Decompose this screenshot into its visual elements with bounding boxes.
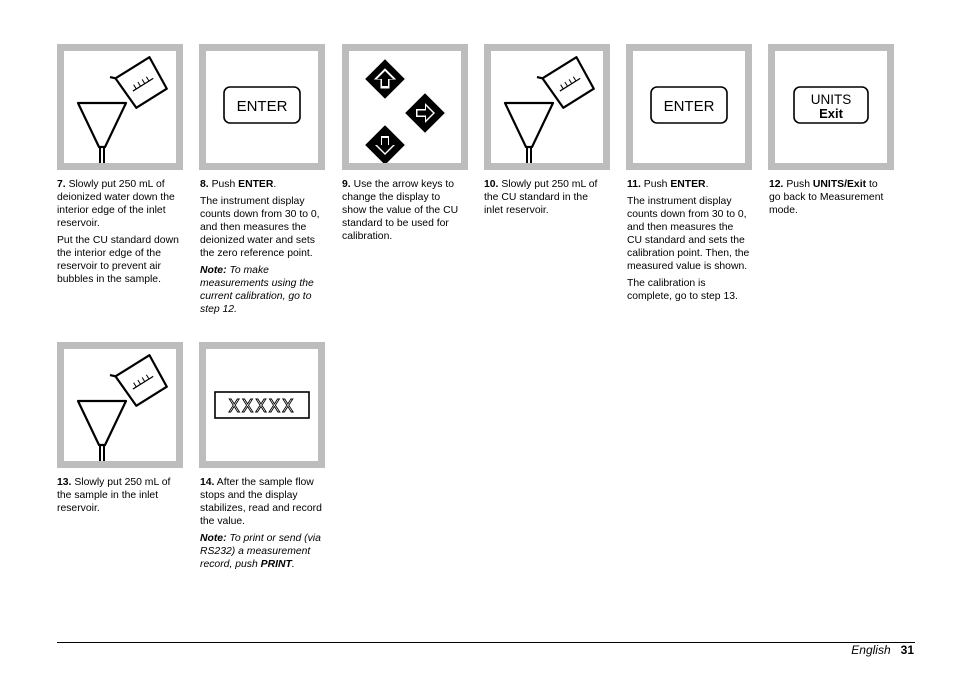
step-8-illustration: [199, 44, 325, 170]
key-name: PRINT: [260, 559, 292, 570]
step-number: 14.: [200, 477, 215, 488]
step-11-illustration: [626, 44, 752, 170]
step-number: 13.: [57, 477, 72, 488]
key-label: ENTER: [236, 98, 288, 115]
step-text: Slowly put 250 mL of the sample in the inlet reservoir.: [57, 477, 171, 514]
arrow-keys-icon: [349, 51, 461, 163]
note-text: .: [291, 559, 295, 570]
step-number: 7.: [57, 179, 66, 190]
step-number: 12.: [769, 179, 784, 190]
step-number: 10.: [484, 179, 499, 190]
step-text: Slowly put 250 mL of deionized water down the interior edge of the inlet reservoir.: [57, 179, 175, 229]
step-7-caption: [57, 178, 181, 290]
step-text: .: [705, 179, 709, 190]
step-8-caption: [200, 178, 324, 320]
step-text: .: [273, 179, 277, 190]
step-10-caption: [484, 178, 608, 221]
key-label-top: UNITS: [810, 92, 852, 107]
note-label: Note:: [200, 265, 227, 276]
key-name: ENTER: [670, 179, 706, 190]
step-9-illustration: [342, 44, 468, 170]
footer-language: English: [851, 643, 891, 657]
step-text: After the sample flow stops and the display stabilizes, read and record the value.: [200, 477, 322, 527]
display-readout: XXXXX: [228, 396, 296, 418]
step-text: Use the arrow keys to change the display to show the value of the CU standard to be used for calibration.: [342, 179, 459, 242]
up-arrow-key-icon: [365, 59, 405, 99]
note-text: To make measurements using the current calibration, go to step 12.: [200, 265, 314, 315]
step-text: Slowly put 250 mL of the CU standard in the inlet reservoir.: [484, 179, 598, 216]
key-name: UNITS/Exit: [812, 179, 867, 190]
footer-rule: [57, 642, 915, 643]
down-arrow-key-icon: [365, 125, 405, 163]
step-text: Push: [786, 179, 811, 190]
right-arrow-key-icon: [405, 93, 445, 133]
note-label: Note:: [200, 533, 227, 544]
step-10-illustration: [484, 44, 610, 170]
units-exit-key-icon: [775, 51, 887, 163]
enter-key-icon: [633, 51, 745, 163]
step-number: 11.: [627, 179, 641, 190]
beaker-pour-icon: [64, 349, 176, 461]
step-text: Push: [643, 179, 668, 190]
step-12-caption: [769, 178, 887, 221]
display-xxxxx-icon: [206, 349, 318, 461]
step-text: The instrument display counts down from 30 to 0, and then measures the CU standard and sets the calibration point. Then, the measured value is shown.: [627, 196, 750, 272]
key-label-bottom: Exit: [819, 106, 843, 121]
step-9-caption: [342, 178, 466, 247]
step-text: The calibration is complete, go to step 13.: [627, 278, 738, 302]
beaker-pour-icon: [491, 51, 603, 163]
step-7-illustration: [57, 44, 183, 170]
key-name: ENTER: [238, 179, 274, 190]
key-label: ENTER: [663, 98, 715, 115]
step-text: Push: [211, 179, 236, 190]
page-footer: [851, 643, 914, 657]
step-13-illustration: [57, 342, 183, 468]
step-11-caption: [627, 178, 751, 307]
step-12-illustration: [768, 44, 894, 170]
step-number: 8.: [200, 179, 209, 190]
beaker-pour-icon: [64, 51, 176, 163]
step-13-caption: [57, 476, 181, 519]
step-number: 9.: [342, 179, 351, 190]
step-text: The instrument display counts down from 30 to 0, and then measures the deionized water and sets the zero reference point.: [200, 196, 320, 259]
page-number: 31: [900, 643, 914, 657]
step-text: to go back to Measurement mode.: [769, 179, 884, 216]
step-text: Put the CU standard down the interior edge of the reservoir to prevent air bubbles in the sample.: [57, 235, 179, 285]
enter-key-icon: [206, 51, 318, 163]
note-text: To print or send (via RS232) a measurement record, push: [200, 533, 321, 570]
step-14-caption: [200, 476, 324, 575]
step-14-illustration: [199, 342, 325, 468]
